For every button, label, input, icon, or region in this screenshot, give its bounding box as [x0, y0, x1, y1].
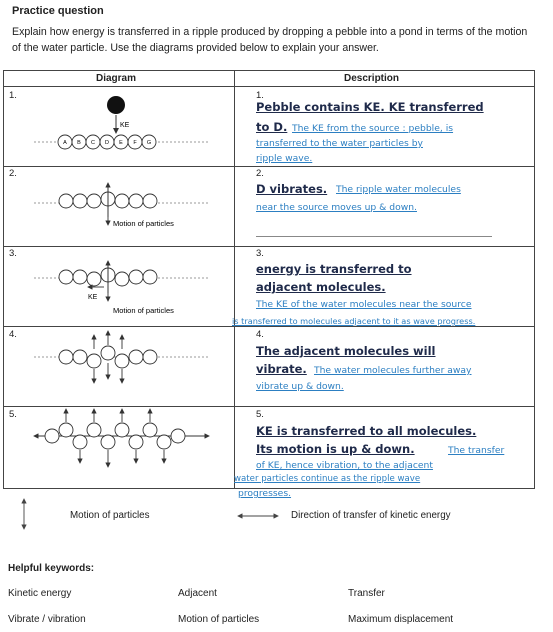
desc-number: 2. [256, 168, 264, 179]
row-number: 1. [9, 90, 17, 101]
answer-blue: is transferred to molecules adjacent to it as wave progress. [232, 316, 476, 326]
keyword: Adjacent [178, 588, 217, 599]
legend-motion: Motion of particles [70, 510, 150, 521]
answer-blue: progresses. [238, 488, 292, 499]
up-down-arrow-icon [14, 496, 34, 532]
diagram-2 [34, 183, 209, 228]
table-top-border [3, 70, 535, 71]
particle-label: A [63, 140, 67, 146]
desc-number: 4. [256, 329, 264, 340]
answer-bold: KE is transferred to all molecules. [256, 424, 477, 438]
diagram-3 [34, 261, 209, 315]
row-number: 4. [9, 329, 17, 340]
keyword: Transfer [348, 588, 385, 599]
desc-number: 1. [256, 90, 264, 101]
answer-bold: The adjacent molecules will [256, 344, 436, 358]
header-diagram: Diagram [96, 73, 137, 84]
particle-label: C [91, 140, 95, 146]
answer-bold: to D. [256, 120, 288, 134]
answer-blue: The water molecules further away [314, 365, 472, 376]
keyword: Motion of particles [178, 614, 260, 625]
answer-bold: D vibrates. [256, 182, 328, 196]
particle-label: B [77, 140, 81, 146]
diagram-1 [34, 96, 209, 149]
pebble-icon [107, 96, 125, 114]
particle-label: D [105, 140, 109, 146]
answer-bold: Its motion is up & down. [256, 442, 415, 456]
legend-direction: Direction of transfer of kinetic energy [291, 510, 451, 521]
header-description: Description [344, 73, 400, 84]
answer-bold: Pebble contains KE. KE transferred [256, 100, 484, 114]
particle-label: G [146, 140, 152, 146]
row-number: 3. [9, 248, 17, 259]
answer-rule [256, 236, 492, 237]
ke-label: KE [120, 122, 130, 129]
row-number: 5. [9, 409, 17, 420]
answer-blue: near the source moves up & down. [256, 202, 417, 213]
answer-bold: adjacent molecules. [256, 280, 386, 294]
keyword: Kinetic energy [8, 588, 72, 599]
answer-blue: transferred to the water particles by [256, 138, 423, 149]
diagram-5 [34, 409, 209, 467]
answer-blue: vibrate up & down. [256, 381, 344, 392]
ke-label: KE [88, 294, 98, 301]
row-number: 2. [9, 168, 17, 179]
motion-label: Motion of particles [113, 306, 174, 315]
motion-label: Motion of particles [113, 219, 174, 228]
page-title: Practice question [12, 5, 104, 17]
left-right-arrow-icon [236, 510, 280, 522]
particle-label: E [119, 140, 123, 146]
keywords-title: Helpful keywords: [8, 563, 95, 574]
answer-blue: The KE from the source : pebble, is [292, 123, 454, 134]
question-text: Explain how energy is transferred in a ripple produced by dropping a pebble into a pond in terms of the motion of the water particle. Use the diagrams provided below to explain your answer. [12, 26, 528, 54]
keyword: Vibrate / vibration [8, 614, 86, 625]
answer-blue: The KE of the water molecules near the source [256, 299, 472, 310]
diagrams-column [4, 87, 234, 487]
answer-blue: The ripple water molecules [336, 184, 461, 195]
answer-bold: energy is transferred to [256, 262, 412, 276]
desc-number: 5. [256, 409, 264, 420]
answer-blue: water particles continue as the ripple wave [234, 474, 421, 484]
table-right-border [534, 70, 535, 489]
answer-blue: of KE, hence vibration, to the adjacent [256, 460, 433, 471]
diagram-4 [34, 331, 209, 383]
table-column-divider [234, 70, 235, 489]
particle-label: F [133, 140, 137, 146]
answer-bold: vibrate. [256, 362, 307, 376]
keyword: Maximum displacement [348, 614, 454, 625]
desc-number: 3. [256, 248, 264, 259]
answer-blue: ripple wave. [256, 153, 313, 164]
answer-blue: The transfer [448, 445, 505, 456]
